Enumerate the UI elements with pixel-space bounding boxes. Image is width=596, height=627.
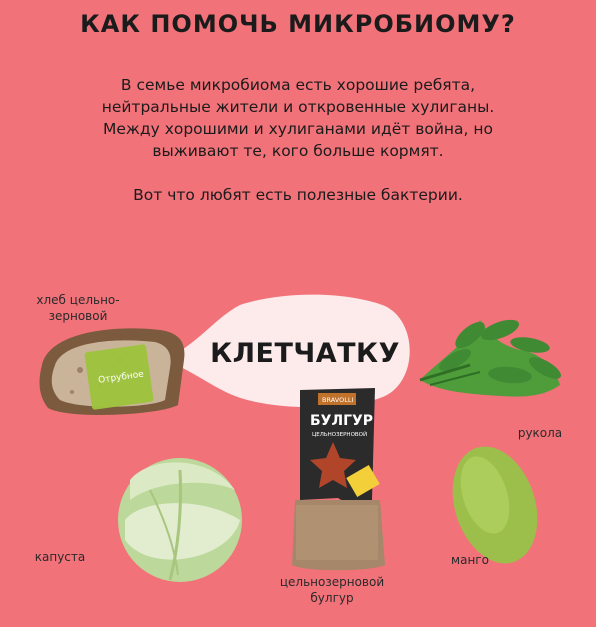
arugula-label: рукола bbox=[517, 426, 563, 440]
bread-label bbox=[18, 292, 138, 324]
intro-line-1: В семье микробиома есть хорошие ребята, bbox=[120, 76, 476, 94]
bread-image bbox=[40, 328, 185, 415]
intro-line-2: нейтральные жители и откровенные хулиганы. bbox=[101, 98, 495, 116]
bread-label-line-1: хлеб цельно- bbox=[36, 293, 120, 307]
bread-label-line-2: зерновой bbox=[48, 309, 108, 323]
cabbage-label: капуста bbox=[34, 550, 86, 564]
bread-package-label: Отрубное bbox=[97, 369, 145, 386]
bubble-label: КЛЕТЧАТКУ bbox=[210, 338, 400, 369]
intro-line-3: Между хорошими и хулиганами идёт война, но bbox=[103, 120, 493, 138]
intro-footer: Вот что любят есть полезные бактерии. bbox=[133, 186, 463, 204]
package-sub: ЦЕЛЬНОЗЕРНОВОЙ bbox=[312, 432, 368, 438]
intro-line-4: выживают те, кого больше кормят. bbox=[152, 142, 444, 160]
package-brand: BRAVOLLI bbox=[322, 396, 354, 404]
bulgur-package-image bbox=[292, 388, 385, 570]
cabbage-image bbox=[118, 458, 242, 582]
bulgur-label-line-1: цельнозерновой bbox=[279, 575, 385, 589]
page-title: КАК ПОМОЧЬ МИКРОБИОМУ? bbox=[80, 10, 516, 38]
mango-label: манго bbox=[451, 553, 489, 567]
bulgur-label bbox=[262, 574, 402, 606]
package-name: БУЛГУР bbox=[310, 413, 374, 429]
bulgur-label-line-2: булгур bbox=[310, 591, 354, 605]
arugula-image bbox=[420, 316, 564, 397]
